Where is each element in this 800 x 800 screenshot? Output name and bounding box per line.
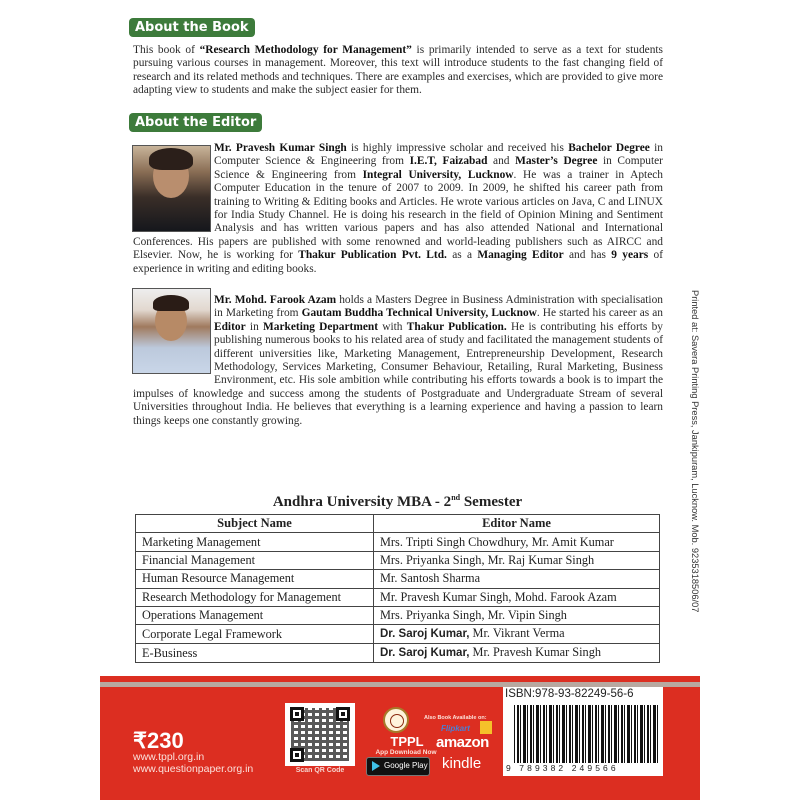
table-row <box>136 606 660 624</box>
editor-cell <box>374 588 660 606</box>
text: . He started his career as an <box>536 307 664 320</box>
qr-finder-icon <box>336 707 350 721</box>
tppl-logo-icon <box>383 707 409 733</box>
about-book-text <box>133 44 663 98</box>
text: and has <box>563 249 612 262</box>
text: with <box>378 320 407 333</box>
subject-cell: E-Business <box>136 644 374 663</box>
text: . He was a trainer in Aptech Computer Education in the tenure of 2007 to 2009. In 2009, he shifted his career path from training to Writing & Editing books and Articles. He wrote various articles on Java, C and LINUX for India Study Channel. He is doing his research in the field of Opinion Mining and Sentiment Analysis and has written various papers and has also attended National and International Conferences. His papers are published with some renowned and world-leading publishers such as AIRCC and Elsevier. Now, he is working for <box>133 168 663 262</box>
about-book-text-before: This book of <box>133 44 200 56</box>
editor-cell <box>374 570 660 588</box>
bold-text: I.E.T, Faizabad <box>409 155 488 168</box>
qr-finder-icon <box>290 748 304 762</box>
app-download-text: App Download Now <box>375 749 437 756</box>
qr-code[interactable] <box>285 703 355 766</box>
editor-bold: Dr. Saroj Kumar, <box>380 647 470 660</box>
qr-caption: Scan QR Code <box>295 767 345 774</box>
printer-info-text: Printed at: Savera Printing Press, Jankipuram, Lucknow. Mob. 9235318506/07 <box>690 290 700 613</box>
photo-float-spacer <box>132 294 210 382</box>
editor-cell <box>374 551 660 569</box>
subject-cell: Human Resource Management <box>136 570 374 588</box>
editor-text: Mr. Santosh Sharma <box>380 571 481 586</box>
table-row <box>136 551 660 569</box>
book-title: “Research Methodology for Management” <box>199 44 412 56</box>
editor-cell <box>374 644 660 663</box>
flipkart-bag-icon <box>480 721 492 734</box>
table-row <box>136 588 660 606</box>
bold-text: Managing Editor <box>477 249 564 262</box>
bold-text: Thakur Publication Pvt. Ltd. <box>298 249 447 262</box>
bold-text: Gautam Buddha Technical University, Lucknow <box>301 307 537 320</box>
text: He is contributing his efforts by publishing numerous books to his related area of study and facilitated the management students of different universities like, Marketing Management, Entrepreneurship Development, Research Methodology, Services Marketing, Consumer Behaviour, Retailing, Rural Marketing, Business Environment, etc. His sole ambition while contributing his efforts towards a book is to impart the impulses of knowledge and success among the students of Postgraduate and Undergraduate Stream of several Universities throughout India. He believes that everything is a learning experience and having a passion to learn things keeps one constantly growing. <box>133 320 663 427</box>
text: in Computer Science & Engineering from <box>214 142 663 168</box>
table-title-text: Andhra University MBA - 2 <box>272 494 452 510</box>
publisher-name: TPPL <box>390 734 424 749</box>
about-editor-label: About the Editor <box>129 113 262 132</box>
url-tppl[interactable]: www.tppl.org.in <box>133 751 205 763</box>
subject-cell: Research Methodology for Management <box>136 588 374 606</box>
editor-bio-farook <box>133 294 663 428</box>
subject-cell: Marketing Management <box>136 533 374 551</box>
header-editor-name: Editor Name <box>374 515 660 533</box>
barcode-icon <box>514 705 658 763</box>
bold-text: Thakur Publication. <box>406 320 507 333</box>
printer-info-vertical <box>686 290 700 670</box>
bold-text: Mr. Mohd. Farook Azam <box>214 294 337 306</box>
text: of experience in writing and editing books. <box>133 249 663 275</box>
url-questionpaper[interactable]: www.questionpaper.org.in <box>133 763 254 775</box>
table-header-row <box>136 515 660 533</box>
table-row <box>136 644 660 663</box>
bold-text: Marketing Department <box>263 320 378 333</box>
bold-text: Master’s Degree <box>515 155 598 168</box>
flipkart-logo[interactable]: Flipkart <box>441 724 470 733</box>
table-row <box>136 570 660 588</box>
about-book-label: About the Book <box>129 18 255 37</box>
subject-cell: Operations Management <box>136 606 374 624</box>
table-row <box>136 533 660 551</box>
editor-text: Mr. Pravesh Kumar Singh, Mohd. Farook Azam <box>380 589 617 604</box>
text: and <box>487 155 516 168</box>
editor-bio-pravesh <box>133 142 663 276</box>
editor-cell <box>374 625 660 644</box>
bold-text: Mr. Pravesh Kumar Singh <box>214 142 347 154</box>
qr-finder-icon <box>290 707 304 721</box>
text: in Computer Science & Engineering from <box>214 155 663 181</box>
editor-text: Mr. Vikrant Verma <box>469 626 565 641</box>
table-title <box>135 493 660 511</box>
editor-text: Mrs. Tripti Singh Chowdhury, Mr. Amit Kumar <box>380 534 614 549</box>
barcode-digits: 9 789382 249566 <box>506 763 656 773</box>
table-title-suffix: Semester <box>460 494 523 510</box>
editor-cell <box>374 533 660 551</box>
table-row <box>136 625 660 644</box>
subject-editor-table <box>135 514 660 663</box>
google-play-label: Google Play <box>384 761 428 770</box>
header-subject-name: Subject Name <box>136 515 374 533</box>
text: holds a Masters Degree in Business Administration with specialisation in Marketing from <box>214 294 663 320</box>
editor-cell <box>374 606 660 624</box>
text: is highly impressive scholar and received his <box>346 142 569 154</box>
price: ₹230 <box>133 728 184 753</box>
subject-cell: Corporate Legal Framework <box>136 625 374 644</box>
table-title-sup: nd <box>451 493 461 502</box>
text: as a <box>446 249 478 262</box>
play-icon <box>372 761 380 771</box>
bold-text: Bachelor Degree <box>568 142 650 154</box>
about-book-text-after: is primarily intended to serve as a text for students pursuing various courses in management. Moreover, this text will introduce students to the fast changing field of research and its related methods and techniques. There are examples and exercises, which are provided to give more adapting view to students and make the subject easier for them. <box>133 44 663 97</box>
google-play-badge[interactable] <box>366 757 430 776</box>
editor-text: Mrs. Priyanka Singh, Mr. Vipin Singh <box>380 608 567 623</box>
photo-float-spacer <box>132 142 210 231</box>
amazon-logo[interactable]: amazon <box>436 734 489 751</box>
also-available-text: Also Book Available on: <box>424 715 487 721</box>
text: in <box>245 320 264 333</box>
isbn-label: ISBN:978-93-82249-56-6 <box>505 688 634 700</box>
editor-bold: Dr. Saroj Kumar, <box>380 628 470 641</box>
kindle-logo[interactable]: kindle <box>442 755 482 772</box>
subject-cell: Financial Management <box>136 551 374 569</box>
bold-text: Editor <box>214 320 246 333</box>
editor-text: Mr. Pravesh Kumar Singh <box>469 645 601 660</box>
bold-text: Integral University, Lucknow <box>362 168 514 181</box>
bold-text: 9 years <box>611 249 649 262</box>
editor-text: Mrs. Priyanka Singh, Mr. Raj Kumar Singh <box>380 552 595 567</box>
